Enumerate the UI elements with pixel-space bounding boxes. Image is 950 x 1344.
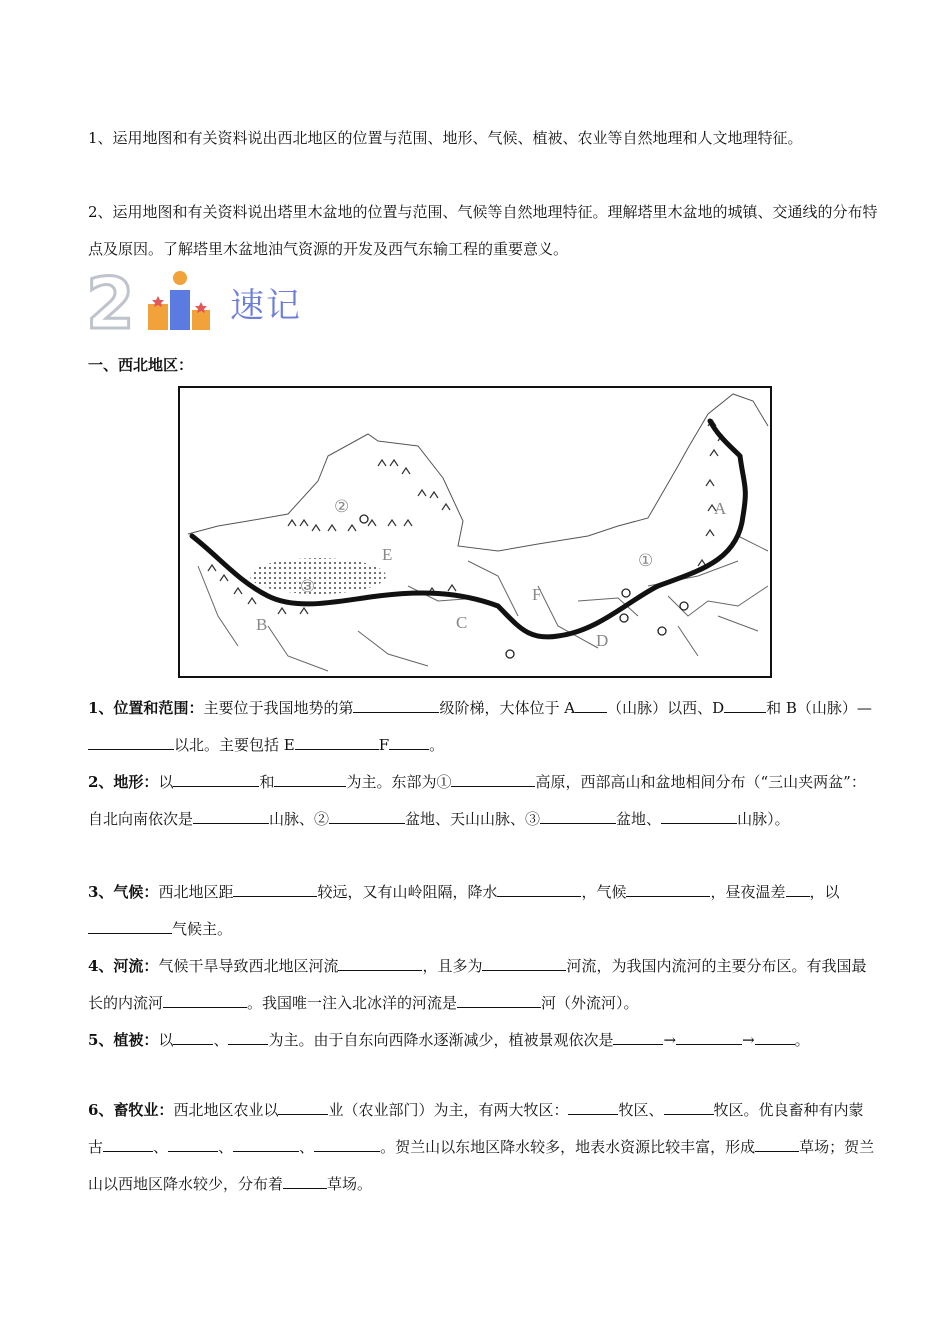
q5-title: 5、植被： bbox=[88, 1031, 159, 1049]
blank[interactable] bbox=[168, 1134, 218, 1152]
blank[interactable] bbox=[163, 990, 247, 1008]
banner-graphic bbox=[86, 266, 226, 336]
blank[interactable] bbox=[497, 879, 581, 897]
objective-1: 1、运用地图和有关资料说出西北地区的位置与范围、地形、气候、植被、农业等自然地理和人文地理特征。 bbox=[88, 129, 803, 147]
blank[interactable] bbox=[88, 916, 172, 934]
blank[interactable] bbox=[283, 1171, 327, 1189]
blank[interactable] bbox=[233, 879, 317, 897]
blank[interactable] bbox=[274, 769, 346, 787]
question-4: 4、河流：气候干旱导致西北地区河流 ，且多为 河流，为我国内流河的主要分布区。有我国最长的内流河 。我国唯一注入北冰洋的河流是 河（外流河）。 bbox=[88, 948, 878, 1022]
map-label-1: ① bbox=[638, 551, 654, 570]
question-1: 1、位置和范围：主要位于我国地势的第 级阶梯，大体位于 A （山脉）以西、D 和 B（山脉）—以北。主要包括 E F 。 bbox=[88, 690, 878, 764]
blank[interactable] bbox=[540, 806, 616, 824]
blank[interactable] bbox=[389, 732, 429, 750]
question-3: 3、气候：西北地区距 较远，又有山岭阻隔，降水 ，气候 ，昼夜温差 ，以气候主。 bbox=[88, 874, 878, 948]
blank[interactable] bbox=[353, 695, 439, 713]
tarim-basin-desert bbox=[250, 558, 386, 594]
blank[interactable] bbox=[755, 1027, 795, 1045]
blank[interactable] bbox=[568, 1097, 618, 1115]
blank[interactable] bbox=[88, 732, 174, 750]
blank[interactable] bbox=[724, 695, 766, 713]
blank[interactable] bbox=[193, 806, 269, 824]
blank[interactable] bbox=[173, 1027, 213, 1045]
section-heading: 一、西北地区： bbox=[88, 356, 194, 374]
map-label-F: F bbox=[532, 585, 542, 604]
q2-title: 2、地形： bbox=[88, 773, 159, 791]
blank[interactable] bbox=[338, 953, 422, 971]
blank[interactable] bbox=[457, 990, 541, 1008]
q4-title: 4、河流： bbox=[88, 957, 159, 975]
map-label-D: D bbox=[596, 631, 609, 650]
northwest-china-map bbox=[178, 386, 772, 678]
map-label-2: ② bbox=[334, 497, 350, 516]
question-2: 2、地形：以 和 为主。东部为① 高原，西部高山和盆地相间分布（“三山夹两盆”：自北向南依次是 山脉、② 盆地、天山山脉、③ 盆地、 山脉）。 bbox=[88, 764, 878, 838]
banner-number: 2 bbox=[86, 266, 135, 336]
blank[interactable] bbox=[329, 806, 405, 824]
map-label-3: ③ bbox=[300, 577, 316, 596]
map-label-B: B bbox=[256, 615, 268, 634]
question-6: 6、畜牧业：西北地区农业以 业（农业部门）为主，有两大牧区： 牧区、 牧区。优良畜种有内蒙古 、 、 、 。贺兰山以东地区降水较多，地表水资源比较丰富，形成 草场；贺兰山以西地区降水较少，分布着 草场。 bbox=[88, 1092, 878, 1203]
q1-title: 1、位置和范围： bbox=[88, 699, 204, 717]
map-label-A: A bbox=[714, 499, 727, 518]
blank[interactable] bbox=[233, 1134, 299, 1152]
map-label-E: E bbox=[382, 545, 393, 564]
map-label-C: C bbox=[456, 613, 468, 632]
blank[interactable] bbox=[613, 1027, 663, 1045]
objective-2: 2、运用地图和有关资料说出塔里木盆地的位置与范围、气候等自然地理特征。理解塔里木盆地的城镇、交通线的分布特点及原因。了解塔里木盆地油气资源的开发及西气东输工程的重要意义。 bbox=[88, 203, 878, 258]
quick-notes-banner bbox=[86, 266, 326, 336]
blank[interactable] bbox=[661, 806, 737, 824]
blank[interactable] bbox=[295, 732, 379, 750]
q6-title: 6、畜牧业： bbox=[88, 1101, 174, 1119]
blank[interactable] bbox=[278, 1097, 328, 1115]
blank[interactable] bbox=[451, 769, 535, 787]
map-frame bbox=[179, 387, 771, 677]
blank[interactable] bbox=[626, 879, 710, 897]
blank[interactable] bbox=[103, 1134, 153, 1152]
blank[interactable] bbox=[664, 1097, 714, 1115]
blank[interactable] bbox=[228, 1027, 268, 1045]
blank[interactable] bbox=[173, 769, 259, 787]
blank[interactable] bbox=[786, 879, 810, 897]
blank[interactable] bbox=[482, 953, 566, 971]
podium-trophy-icon bbox=[148, 271, 210, 330]
blank[interactable] bbox=[575, 695, 607, 713]
blank[interactable] bbox=[314, 1134, 380, 1152]
q3-title: 3、气候： bbox=[88, 883, 159, 901]
banner-title: 速记 bbox=[230, 286, 302, 326]
blank[interactable] bbox=[676, 1027, 742, 1045]
question-5: 5、植被：以 、 为主。由于自东向西降水逐渐减少，植被景观依次是 → → 。 bbox=[88, 1022, 878, 1059]
blank[interactable] bbox=[755, 1134, 799, 1152]
